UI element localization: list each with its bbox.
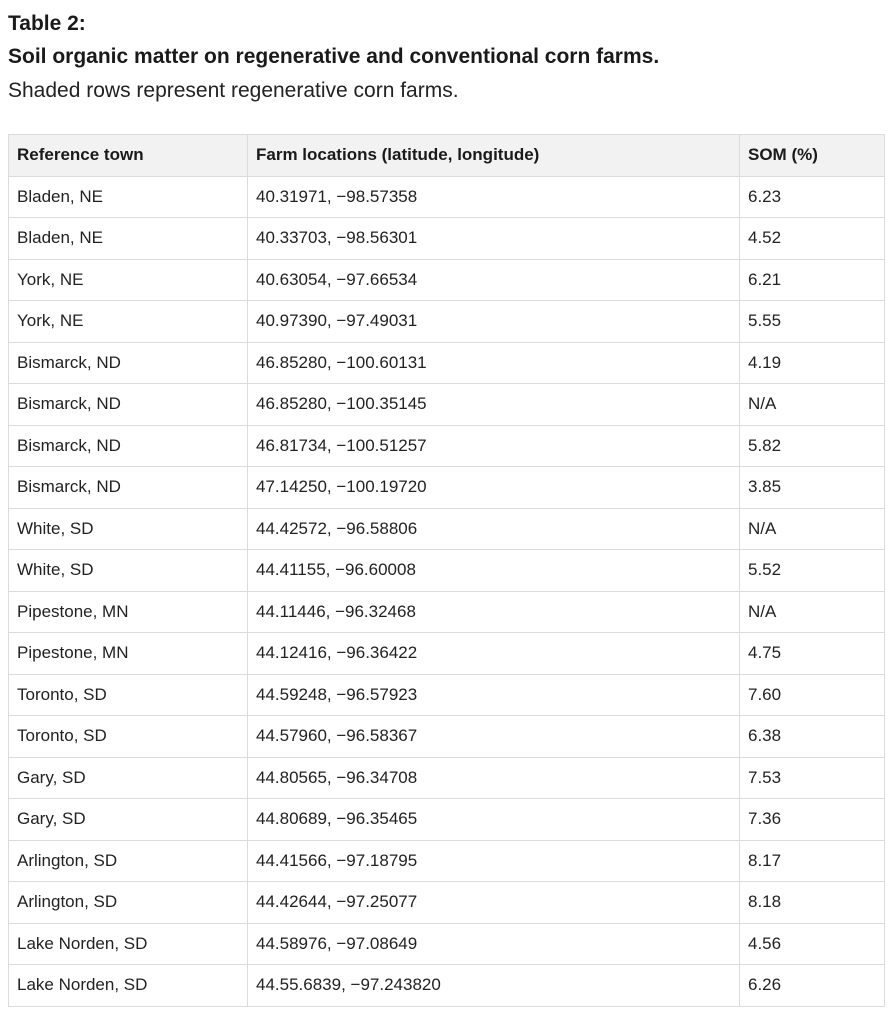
table-row [9, 923, 885, 965]
cell-som: N/A [740, 508, 885, 550]
cell-reference-town: Pipestone, MN [9, 591, 248, 633]
cell-reference-town: Bismarck, ND [9, 425, 248, 467]
cell-reference-town: Gary, SD [9, 799, 248, 841]
table-row [9, 840, 885, 882]
cell-reference-town: Bismarck, ND [9, 384, 248, 426]
cell-farm-location: 46.85280, −100.35145 [248, 384, 740, 426]
table-row [9, 550, 885, 592]
cell-farm-location: 46.81734, −100.51257 [248, 425, 740, 467]
table-row [9, 633, 885, 675]
table-row [9, 591, 885, 633]
table-row [9, 508, 885, 550]
table-row [9, 218, 885, 260]
table-row [9, 342, 885, 384]
cell-reference-town: York, NE [9, 301, 248, 343]
table-row [9, 176, 885, 218]
cell-som: 6.21 [740, 259, 885, 301]
cell-farm-location: 40.33703, −98.56301 [248, 218, 740, 260]
cell-reference-town: York, NE [9, 259, 248, 301]
cell-farm-location: 44.42572, −96.58806 [248, 508, 740, 550]
cell-som: 8.17 [740, 840, 885, 882]
cell-som: 5.52 [740, 550, 885, 592]
cell-reference-town: White, SD [9, 550, 248, 592]
cell-reference-town: White, SD [9, 508, 248, 550]
table-title: Soil organic matter on regenerative and conventional corn farms. [8, 45, 660, 68]
cell-som: 4.56 [740, 923, 885, 965]
cell-som: 6.38 [740, 716, 885, 758]
table-row [9, 425, 885, 467]
cell-farm-location: 44.80689, −96.35465 [248, 799, 740, 841]
cell-som: 3.85 [740, 467, 885, 509]
cell-reference-town: Bladen, NE [9, 218, 248, 260]
cell-reference-town: Bladen, NE [9, 176, 248, 218]
cell-farm-location: 44.11446, −96.32468 [248, 591, 740, 633]
cell-farm-location: 44.58976, −97.08649 [248, 923, 740, 965]
cell-farm-location: 40.31971, −98.57358 [248, 176, 740, 218]
cell-farm-location: 40.63054, −97.66534 [248, 259, 740, 301]
cell-farm-location: 44.42644, −97.25077 [248, 882, 740, 924]
header-reference-town: Reference town [9, 135, 248, 177]
table-body [9, 176, 885, 1006]
cell-som: 4.19 [740, 342, 885, 384]
header-som: SOM (%) [740, 135, 885, 177]
cell-farm-location: 44.41566, −97.18795 [248, 840, 740, 882]
table-row [9, 674, 885, 716]
table-row [9, 799, 885, 841]
cell-som: N/A [740, 591, 885, 633]
cell-som: 7.53 [740, 757, 885, 799]
cell-reference-town: Toronto, SD [9, 716, 248, 758]
cell-som: 5.82 [740, 425, 885, 467]
cell-som: 8.18 [740, 882, 885, 924]
table-row [9, 757, 885, 799]
cell-farm-location: 40.97390, −97.49031 [248, 301, 740, 343]
table-note: Shaded rows represent regenerative corn farms. [8, 79, 459, 102]
table-row [9, 965, 885, 1007]
cell-som: 4.75 [740, 633, 885, 675]
cell-som: 4.52 [740, 218, 885, 260]
cell-farm-location: 44.41155, −96.60008 [248, 550, 740, 592]
cell-reference-town: Bismarck, ND [9, 467, 248, 509]
cell-som: 6.26 [740, 965, 885, 1007]
table-row [9, 301, 885, 343]
cell-reference-town: Lake Norden, SD [9, 923, 248, 965]
cell-reference-town: Pipestone, MN [9, 633, 248, 675]
table-caption [8, 8, 888, 108]
table-label: Table 2: [8, 12, 86, 35]
cell-som: 5.55 [740, 301, 885, 343]
cell-som: 6.23 [740, 176, 885, 218]
table-row [9, 882, 885, 924]
header-farm-locations: Farm locations (latitude, longitude) [248, 135, 740, 177]
cell-farm-location: 44.59248, −96.57923 [248, 674, 740, 716]
cell-reference-town: Arlington, SD [9, 840, 248, 882]
cell-som: N/A [740, 384, 885, 426]
cell-farm-location: 44.80565, −96.34708 [248, 757, 740, 799]
table-row [9, 716, 885, 758]
cell-som: 7.36 [740, 799, 885, 841]
cell-farm-location: 46.85280, −100.60131 [248, 342, 740, 384]
table-row [9, 259, 885, 301]
cell-farm-location: 44.55.6839, −97.243820 [248, 965, 740, 1007]
soil-organic-matter-table [8, 134, 885, 1007]
cell-som: 7.60 [740, 674, 885, 716]
table-row [9, 384, 885, 426]
cell-reference-town: Arlington, SD [9, 882, 248, 924]
cell-reference-town: Bismarck, ND [9, 342, 248, 384]
header-row [9, 135, 885, 177]
cell-reference-town: Gary, SD [9, 757, 248, 799]
table-header [9, 135, 885, 177]
cell-reference-town: Toronto, SD [9, 674, 248, 716]
cell-farm-location: 44.57960, −96.58367 [248, 716, 740, 758]
table-row [9, 467, 885, 509]
cell-farm-location: 44.12416, −96.36422 [248, 633, 740, 675]
cell-farm-location: 47.14250, −100.19720 [248, 467, 740, 509]
cell-reference-town: Lake Norden, SD [9, 965, 248, 1007]
